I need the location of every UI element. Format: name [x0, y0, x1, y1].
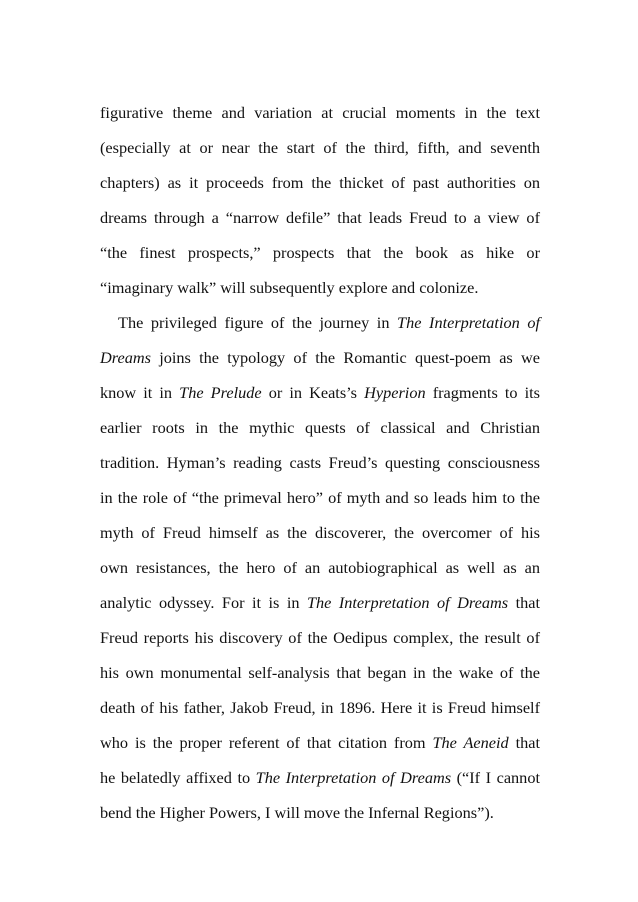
text-segment: his own monumental self-analysis that began in the wake of the — [100, 663, 540, 682]
paragraph-2 — [100, 305, 540, 830]
text-segment: figurative theme and variation at crucial moments in the text — [100, 103, 540, 122]
text-line — [100, 130, 540, 165]
text-segment: earlier roots in the mythic quests of classical and Christian — [100, 418, 540, 437]
text-line — [100, 480, 540, 515]
text-line — [100, 585, 540, 620]
text-line — [100, 410, 540, 445]
text-segment: in the role of “the primeval hero” of myth and so leads him to the — [100, 488, 540, 507]
text-segment: (“If I cannot — [451, 768, 540, 787]
text-line — [100, 340, 540, 375]
paragraph-1 — [100, 95, 540, 305]
text-segment: analytic odyssey. For it is in — [100, 593, 307, 612]
italic-title: Dreams — [100, 348, 151, 367]
text-line — [100, 655, 540, 690]
text-line — [100, 235, 540, 270]
text-line — [100, 445, 540, 480]
document-page — [100, 95, 540, 830]
text-line — [100, 305, 540, 340]
text-segment: or in Keats’s — [261, 383, 365, 402]
text-segment: chapters) as it proceeds from the thicket of past authorities on — [100, 173, 540, 192]
text-line — [100, 270, 540, 305]
text-segment: own resistances, the hero of an autobiographical as well as an — [100, 558, 540, 577]
text-segment: dreams through a “narrow defile” that leads Freud to a view of — [100, 208, 540, 227]
text-segment: that — [508, 593, 540, 612]
text-line — [100, 725, 540, 760]
text-segment: death of his father, Jakob Freud, in 1896. Here it is Freud himself — [100, 698, 540, 717]
text-segment: joins the typology of the Romantic quest-poem as we — [150, 348, 540, 367]
text-segment: Freud reports his discovery of the Oedipus complex, the result of — [100, 628, 540, 647]
text-segment: myth of Freud himself as the discoverer, the overcomer of his — [100, 523, 540, 542]
text-line — [100, 620, 540, 655]
text-line — [100, 795, 540, 830]
text-segment: “imaginary walk” will subsequently explore and colonize. — [100, 278, 479, 297]
italic-title: The Interpretation of — [397, 313, 540, 332]
text-line — [100, 515, 540, 550]
text-segment: tradition. Hyman’s reading casts Freud’s questing consciousness — [100, 453, 540, 472]
text-segment: fragments to its — [425, 383, 541, 402]
italic-title: The Prelude — [179, 383, 262, 402]
italic-title: The Interpretation of Dreams — [306, 593, 509, 612]
text-segment: “the finest prospects,” prospects that the book as hike or — [100, 243, 540, 262]
text-line — [100, 550, 540, 585]
text-line — [100, 165, 540, 200]
text-segment: bend the Higher Powers, I will move the Infernal Regions”). — [100, 803, 494, 822]
text-segment: know it in — [100, 383, 180, 402]
text-line — [100, 200, 540, 235]
italic-title: The Aeneid — [432, 733, 509, 752]
text-segment: who is the proper referent of that citation from — [100, 733, 433, 752]
italic-title: The Interpretation of Dreams — [255, 768, 452, 787]
text-line — [100, 690, 540, 725]
text-line — [100, 375, 540, 410]
text-segment: (especially at or near the start of the third, fifth, and seventh — [100, 138, 540, 157]
italic-title: Hyperion — [364, 383, 426, 402]
text-line — [100, 760, 540, 795]
text-segment: he belatedly affixed to — [100, 768, 256, 787]
text-segment: The privileged figure of the journey in — [118, 313, 398, 332]
text-segment: that — [508, 733, 541, 752]
text-line — [100, 95, 540, 130]
